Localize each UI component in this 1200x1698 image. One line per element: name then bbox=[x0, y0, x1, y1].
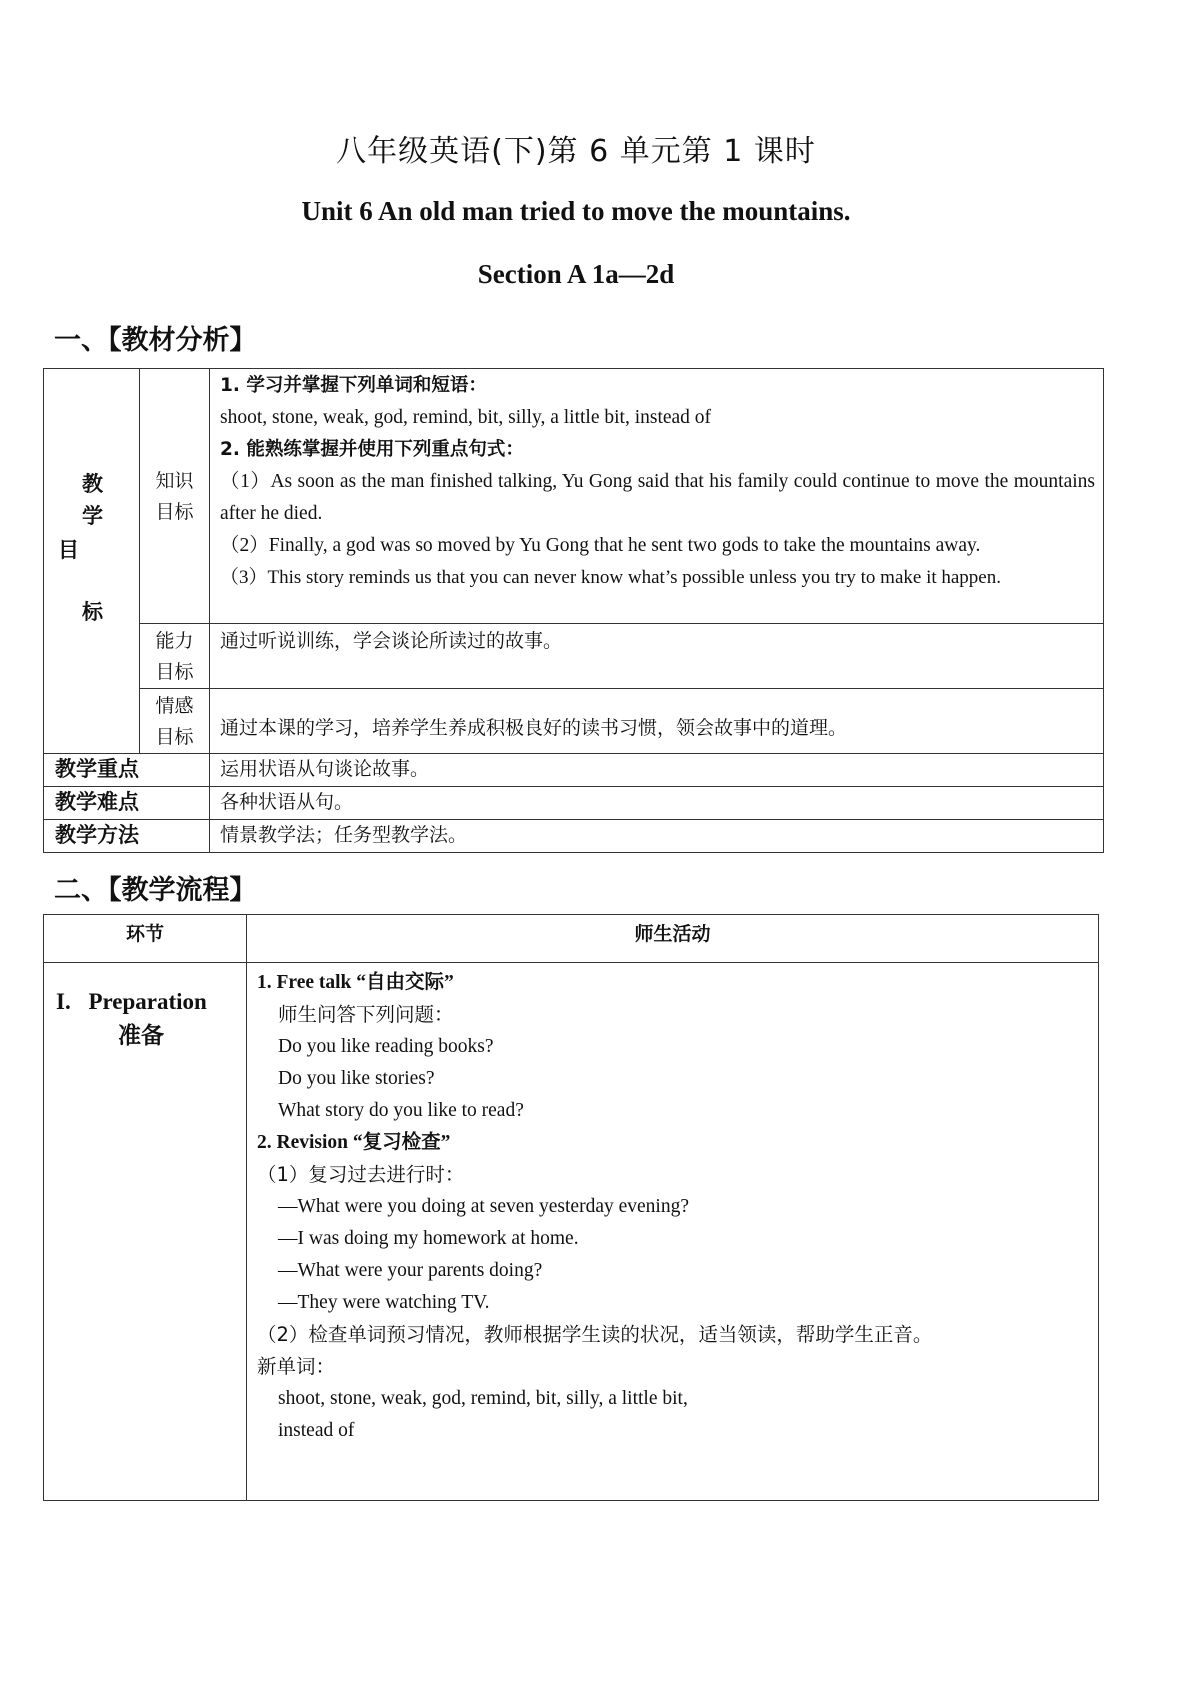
stage-roman: I. bbox=[56, 989, 71, 1014]
activity-line: instead of bbox=[278, 1420, 355, 1441]
stage-cell bbox=[44, 963, 247, 1501]
knowledge-line: 2. 能熟练掌握并使用下列重点句式： bbox=[220, 439, 524, 460]
activity-line: What story do you like to read? bbox=[278, 1100, 524, 1121]
goal-label-char: 目 bbox=[58, 538, 79, 562]
activity-list bbox=[247, 963, 1098, 1447]
knowledge-label: 目标 bbox=[155, 501, 194, 523]
stage-header-cell bbox=[44, 915, 247, 963]
ability-label: 能力 bbox=[155, 630, 194, 652]
activity-line: Do you like reading books? bbox=[278, 1036, 494, 1057]
difficulty-content-cell bbox=[210, 787, 1104, 820]
activity-line: —They were watching TV. bbox=[278, 1292, 490, 1313]
key-point-content-cell bbox=[210, 754, 1104, 787]
activity-line: （2）检查单词预习情况，教师根据学生读的状况，适当领读，帮助学生正音。 bbox=[257, 1323, 933, 1346]
knowledge-row bbox=[44, 369, 1104, 624]
knowledge-line: （2）Finally, a god was so moved by Yu Gong that he sent two gods to take the mountains away. bbox=[220, 535, 981, 556]
stage-name: Preparation bbox=[88, 989, 207, 1014]
activity-header: 师生活动 bbox=[634, 923, 711, 945]
ability-label-cell bbox=[140, 624, 210, 689]
process-table bbox=[43, 914, 1099, 1501]
ability-row bbox=[44, 624, 1104, 689]
method-row bbox=[44, 820, 1104, 853]
analysis-heading: 一、【教材分析】 bbox=[54, 325, 257, 356]
ability-text: 通过听说训练，学会谈论所读过的故事。 bbox=[220, 630, 563, 652]
process-header-row bbox=[44, 915, 1099, 963]
analysis-table bbox=[43, 368, 1104, 853]
knowledge-label: 知识 bbox=[155, 470, 194, 492]
knowledge-content-cell bbox=[210, 369, 1104, 624]
goal-label-char: 学 bbox=[82, 504, 103, 528]
activity-line: —What were you doing at seven yesterday evening? bbox=[278, 1196, 689, 1217]
knowledge-line: 1. 学习并掌握下列单词和短语： bbox=[220, 375, 487, 396]
goal-label-char: 标 bbox=[82, 600, 103, 624]
method-content-cell bbox=[210, 820, 1104, 853]
process-heading: 二、【教学流程】 bbox=[54, 875, 257, 906]
stage-header: 环节 bbox=[125, 923, 164, 945]
goal-label-char: 教 bbox=[82, 472, 103, 496]
method-label: 教学方法 bbox=[55, 823, 139, 847]
key-point-text: 运用状语从句谈论故事。 bbox=[220, 758, 430, 780]
activity-line: 师生问答下列问题： bbox=[278, 1003, 454, 1026]
key-point-label: 教学重点 bbox=[55, 757, 139, 781]
difficulty-text: 各种状语从句。 bbox=[220, 791, 354, 813]
activity-cell bbox=[247, 963, 1099, 1501]
method-label-cell bbox=[44, 820, 210, 853]
method-text: 情景教学法；任务型教学法。 bbox=[220, 824, 468, 846]
key-point-label-cell bbox=[44, 754, 210, 787]
activity-line: （1）复习过去进行时： bbox=[257, 1163, 465, 1186]
unit-title: Unit 6 An old man tried to move the mountains. bbox=[301, 196, 851, 226]
activity-line: shoot, stone, weak, god, remind, bit, silly, a little bit, bbox=[278, 1388, 688, 1409]
stage-name-cn: 准备 bbox=[118, 1023, 164, 1049]
document-title: 八年级英语(下)第 6 单元第 1 课时 bbox=[336, 134, 816, 169]
section-title: Section A 1a—2d bbox=[477, 259, 675, 289]
activity-line: —I was doing my homework at home. bbox=[278, 1228, 579, 1249]
activity-line: —What were your parents doing? bbox=[278, 1260, 543, 1281]
knowledge-line: shoot, stone, weak, god, remind, bit, silly, a little bit, instead of bbox=[220, 407, 712, 428]
knowledge-label-cell bbox=[140, 369, 210, 624]
difficulty-row bbox=[44, 787, 1104, 820]
activity-line: 1. Free talk “自由交际” bbox=[257, 972, 454, 993]
activity-line: Do you like stories? bbox=[278, 1068, 435, 1089]
emotion-content-cell bbox=[210, 689, 1104, 754]
knowledge-line: （1）As soon as the man finished talking, Yu Gong said that his family could continue to move the mountains after he died. bbox=[220, 471, 1095, 524]
difficulty-label-cell bbox=[44, 787, 210, 820]
emotion-label: 情感 bbox=[155, 695, 194, 717]
difficulty-label: 教学难点 bbox=[55, 790, 139, 814]
emotion-label: 目标 bbox=[155, 726, 194, 748]
activity-header-cell bbox=[247, 915, 1099, 963]
emotion-row bbox=[44, 689, 1104, 754]
emotion-label-cell bbox=[140, 689, 210, 754]
activity-line: 新单词： bbox=[257, 1355, 336, 1378]
emotion-text: 通过本课的学习，培养学生养成积极良好的读书习惯，领会故事中的道理。 bbox=[220, 717, 848, 739]
key-point-row bbox=[44, 754, 1104, 787]
knowledge-line: （3）This story reminds us that you can never know what’s possible unless you try to make it happen. bbox=[220, 567, 1001, 588]
preparation-row bbox=[44, 963, 1099, 1501]
ability-label: 目标 bbox=[155, 661, 194, 683]
ability-content-cell bbox=[210, 624, 1104, 689]
goal-label-cell bbox=[44, 369, 140, 754]
activity-line: 2. Revision “复习检查” bbox=[257, 1132, 451, 1153]
